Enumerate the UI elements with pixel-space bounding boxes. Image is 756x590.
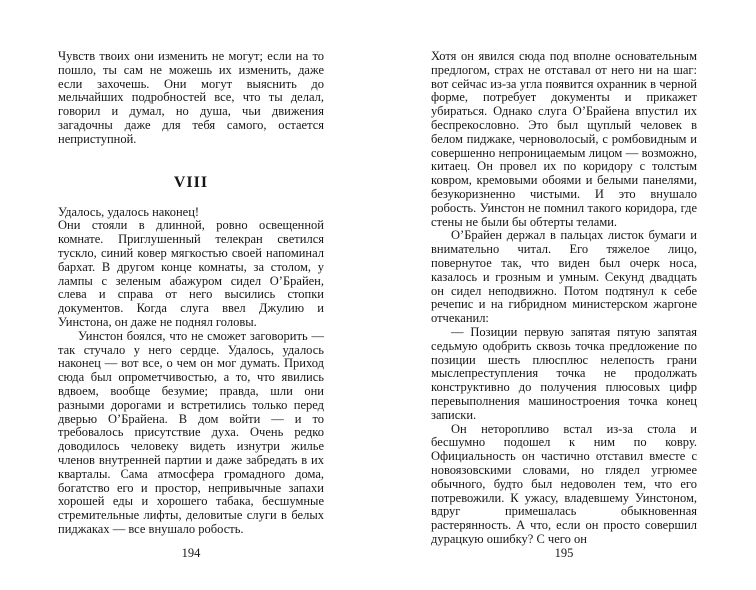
page-number-right: 195 <box>554 546 574 560</box>
paragraph: Они стояли в длинной, ровно освещенной комнате. Приглушенный телекран светился тускло, синий ковер мягкостью своей напоминал бархат. В другом конце комнаты, за столом, у лампы с зеленым абажуром сидел О’Брайен, слева и справа от него высились стопки документов. Когда слуга ввел Джулию и Уинстона, он даже не поднял головы. <box>58 218 324 329</box>
paragraph: Уинстон боялся, что не сможет заговорить — так стучало у него сердце. Удалось, удалось наконец — вот все, о чем он мог думать. Приход сюда был опрометчивостью, а то, что явились вдвоем, вообще безумие; правда, шли они разными дорогами и встретились только перед дверью О’Брайена. В дом войти — и то требовалось присутствие духа. Очень редко доводилось человеку видеть изнутри жилье членов внутренней партии и даже забредать в их кварталы. Сама атмосфера громадного дома, богатство его и простор, непривычные запахи хорошей еды и хорошего табака, бесшумные стремительные лифты, деловитые слуги в белых пиджаках — все внушало робость. <box>58 328 324 536</box>
paragraph: Он неторопливо встал из-за стола и бесшумно подошел к ним по ковру. Официальность он частично отставил вместе с новоязовскими словами, но глядел угрюмее обычного, будто был недоволен тем, что его потревожили. К ужасу, владевшему Уинстоном, вдруг примешалась обыкновенная растерянность. А что, если он просто совершил дурацкую ошибку? С чего он <box>431 421 697 546</box>
right-page <box>431 50 697 547</box>
page-number-left: 194 <box>181 546 201 560</box>
left-page <box>58 50 324 537</box>
continuation-paragraph: Чувств твоих они изменить не могут; если на то пошло, ты сам не можешь их изменить, даже если захочешь. Они могут выяснить до мельчайших подробностей все, что ты делал, говорил и думал, но душа, чьи движения загадочны даже для тебя самого, остается неприступной. <box>58 49 324 146</box>
chapter-heading: VIII <box>173 173 209 191</box>
opening-line: Удалось, удалось наконец! <box>58 204 200 219</box>
continuation-paragraph: Хотя он явился сюда под вполне основательным предлогом, страх не отставал от него ни на шаг: вот сейчас из-за угла появится охранник в черной форме, потребует документы и прикажет убираться. Однако слуга О’Брайена впустил их беспрекословно. Это был щуплый человек в белом пиджаке, черноволосый, с ромбовидным и совершенно непроницаемым лицом — возможно, китаец. Он провел их по коридору с толстым ковром, кремовыми обоями и белыми панелями, безукоризненно чистыми. И это внушало робость. Уинстон не помнил такого коридора, где стены не были бы обтерты телами. <box>431 49 697 229</box>
dialogue-paragraph: — Позиции первую запятая пятую запятая седьмую одобрить сквозь точка предложение по позиции шесть плюсплюс нелепость грани мыслепреступления точка не продолжать конструктивно до получения плюсовых цифр перевыполнения машиностроения точка конец записки. <box>431 324 697 422</box>
paragraph: О’Брайен держал в пальцах листок бумаги и внимательно читал. Его тяжелое лицо, повернутое так, что виден был очерк носа, казалось и грозным и умным. Секунд двадцать он сидел неподвижно. Потом подтянул к себе речепис и на гибридном министерском жаргоне отчеканил: <box>431 228 697 326</box>
